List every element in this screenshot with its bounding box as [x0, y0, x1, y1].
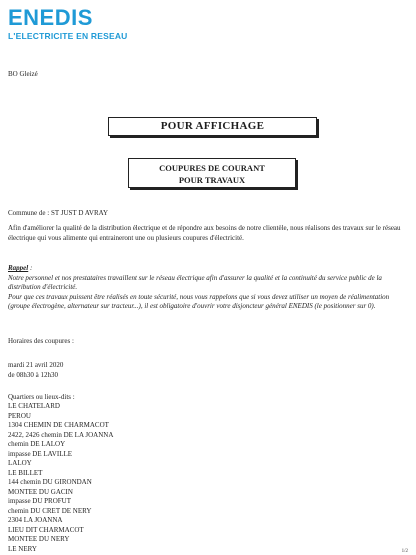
intro-paragraph: Afin d'améliorer la qualité de la distribution électrique et de répondre aux besoins de notre clientèle, nous réalisons des travaux sur le réseau électrique qui vous alimente qui entraineront une ou plusieurs coupures d'électricité.: [8, 224, 401, 242]
subject-line-2: POUR TRAVAUX: [178, 175, 246, 185]
list-item: impasse DU PROFUT: [8, 497, 72, 505]
logo-tagline: L'ELECTRICITE EN RESEAU: [8, 31, 128, 41]
title-box: POUR AFFICHAGE: [108, 117, 317, 136]
subject-line-1: COUPURES DE COURANT: [159, 163, 265, 173]
reminder-line-1: Notre personnel et nos prestataires travaillent sur le réseau électrique afin d'assurer la qualité et la continuité du service public de la distribution d'électricité.: [8, 273, 382, 291]
list-item: PEROU: [8, 411, 31, 420]
reminder-title-suffix: :: [28, 264, 33, 272]
list-item: LALOY: [8, 459, 32, 467]
list-item: LE BILLET: [8, 468, 43, 477]
list-item: 1304 CHEMIN DE CHARMACOT: [8, 421, 109, 429]
places-list: [8, 402, 113, 554]
enedis-logo: [8, 6, 128, 41]
list-item: 144 chemin DU GIRONDAN: [8, 478, 92, 486]
reminder-section: [8, 264, 406, 312]
page-number: 1/2: [401, 549, 408, 554]
list-item: 2304 LA JOANNA: [8, 516, 63, 524]
list-item: chemin DU CRET DE NERY: [8, 506, 92, 515]
list-item: 2422, 2426 chemin DE LA JOANNA: [8, 430, 114, 439]
outage-date: mardi 21 avril 2020: [8, 361, 64, 369]
list-item: chemin DE LALOY: [8, 440, 66, 448]
outage-time: de 08h30 à 12h30: [8, 370, 58, 379]
reminder-title: Rappel: [8, 264, 29, 272]
reminder-heading: [8, 264, 406, 274]
list-item: LE NERY: [8, 544, 37, 553]
places-label: Quartiers ou lieux-dits :: [8, 393, 75, 401]
list-item: MONTEE DU GACIN: [8, 487, 73, 496]
list-item: MONTEE DU NERY: [8, 535, 70, 543]
sender-office: BO Gleizé: [8, 70, 38, 78]
list-item: LIEU DIT CHARMACOT: [8, 525, 84, 534]
commune-line: Commune de : ST JUST D AVRAY: [8, 209, 109, 217]
list-item: LE CHATELARD: [8, 402, 60, 410]
subject-box: [128, 158, 296, 188]
outage-hours: [8, 361, 63, 380]
logo-wordmark: ENEDIS: [8, 5, 93, 30]
list-item: impasse DE LAVILLE: [8, 449, 73, 458]
hours-label: Horaires des coupures :: [8, 337, 74, 345]
reminder-line-2: Pour que ces travaux puissent être réalisés en toute sécurité, nous vous rappelons que si vous devez utiliser un moyen de réalimentation (groupe électrogène, alternateur sur tracteur...), il est obligatoire d'ouvrir votre disjoncteur général ENEDIS (le positionner sur 0).: [8, 292, 390, 310]
